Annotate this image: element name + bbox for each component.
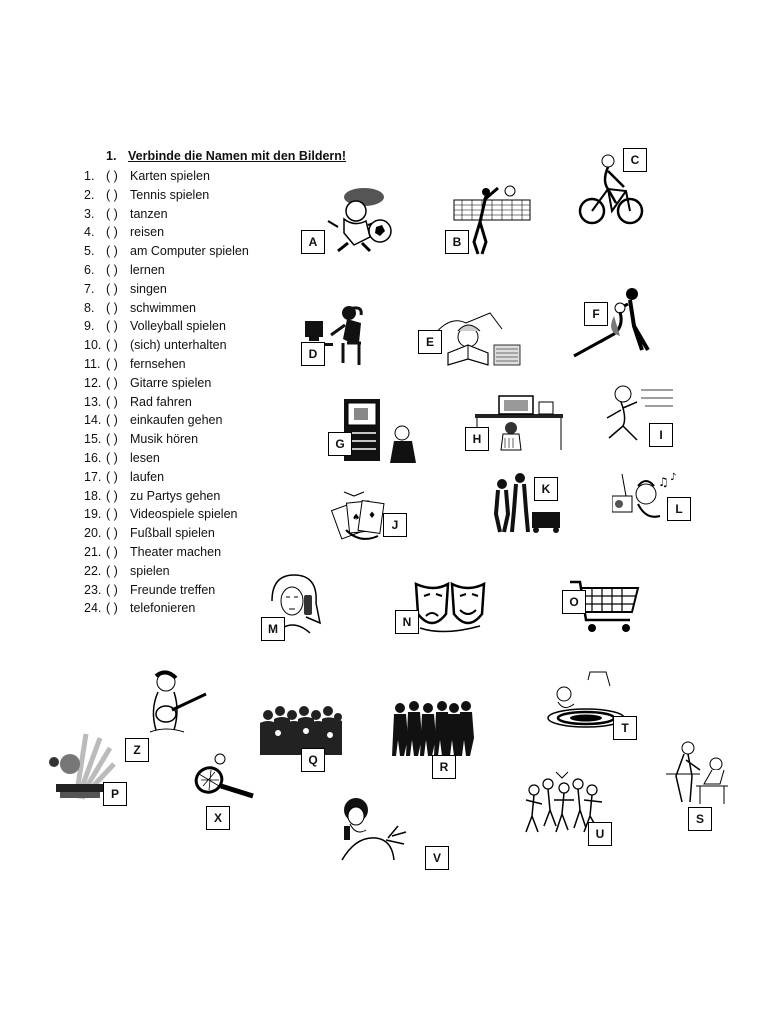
answer-blank[interactable]: ( ) xyxy=(106,526,118,541)
label-box-m: M xyxy=(261,617,285,641)
item-number: 22. xyxy=(84,563,102,578)
label-box-d: D xyxy=(301,342,325,366)
list-item xyxy=(84,430,249,449)
reading-icon xyxy=(430,305,524,373)
soccer-player-icon xyxy=(314,185,398,255)
list-item xyxy=(84,205,249,224)
label-box-k: K xyxy=(534,477,558,501)
answer-blank[interactable]: ( ) xyxy=(106,187,118,202)
item-number: 9. xyxy=(84,319,95,334)
friends-group-icon xyxy=(390,700,474,760)
list-item xyxy=(84,223,249,242)
list-item xyxy=(84,374,249,393)
answer-blank[interactable]: ( ) xyxy=(106,356,118,371)
task-number: 1. xyxy=(106,149,117,163)
label-box-h: H xyxy=(465,427,489,451)
answer-blank[interactable]: ( ) xyxy=(106,375,118,390)
singer-icon xyxy=(336,796,410,862)
item-number: 18. xyxy=(84,488,102,503)
answer-blank[interactable]: ( ) xyxy=(106,338,118,353)
item-number: 12. xyxy=(84,375,102,390)
list-item xyxy=(84,449,249,468)
list-item xyxy=(84,261,249,280)
svg-text:♠: ♠ xyxy=(352,513,361,523)
list-item xyxy=(84,393,249,412)
item-text: spielen xyxy=(130,563,170,578)
list-item xyxy=(84,487,249,506)
item-number: 17. xyxy=(84,469,102,484)
list-item xyxy=(84,317,249,336)
list-item xyxy=(84,186,249,205)
svg-text:♪: ♪ xyxy=(670,472,677,483)
label-box-b: B xyxy=(445,230,469,254)
label-box-x: X xyxy=(206,806,230,830)
label-box-n: N xyxy=(395,610,419,634)
item-text: laufen xyxy=(130,469,165,484)
item-text: Gitarre spielen xyxy=(130,375,212,390)
list-item xyxy=(84,336,249,355)
answer-blank[interactable]: ( ) xyxy=(106,262,118,277)
list-item xyxy=(84,524,249,543)
item-text: telefonieren xyxy=(130,601,196,616)
list-item xyxy=(84,505,249,524)
item-text: tanzen xyxy=(130,206,168,221)
study-help-icon xyxy=(660,740,732,806)
activity-list xyxy=(84,167,249,618)
item-number: 13. xyxy=(84,394,102,409)
item-number: 14. xyxy=(84,413,102,428)
item-text: am Computer spielen xyxy=(130,244,249,259)
label-box-o: O xyxy=(562,590,586,614)
item-text: zu Partys gehen xyxy=(130,488,221,503)
item-number: 4. xyxy=(84,225,95,240)
answer-blank[interactable]: ( ) xyxy=(106,582,118,597)
item-number: 8. xyxy=(84,300,95,315)
answer-blank[interactable]: ( ) xyxy=(106,544,118,559)
item-number: 3. xyxy=(84,206,95,221)
item-text: Karten spielen xyxy=(130,169,210,183)
item-number: 21. xyxy=(84,544,102,559)
list-item xyxy=(84,242,249,261)
item-number: 19. xyxy=(84,507,102,522)
label-box-q: Q xyxy=(301,748,325,772)
label-box-u: U xyxy=(588,822,612,846)
label-box-a: A xyxy=(301,230,325,254)
label-box-p: P xyxy=(103,782,127,806)
answer-blank[interactable]: ( ) xyxy=(106,225,118,240)
item-number: 20. xyxy=(84,526,102,541)
list-item xyxy=(84,355,249,374)
item-number: 7. xyxy=(84,281,95,296)
answer-blank[interactable]: ( ) xyxy=(106,206,118,221)
label-box-l: L xyxy=(667,497,691,521)
list-item xyxy=(84,299,249,318)
item-text: Fußball spielen xyxy=(130,526,215,541)
item-number: 5. xyxy=(84,244,95,259)
item-text: (sich) unterhalten xyxy=(130,338,227,353)
answer-blank[interactable]: ( ) xyxy=(106,432,118,447)
item-text: lesen xyxy=(130,450,160,465)
answer-blank[interactable]: ( ) xyxy=(106,394,118,409)
list-item xyxy=(84,411,249,430)
item-number: 24. xyxy=(84,601,102,616)
theater-masks-icon xyxy=(414,580,486,636)
label-box-t: T xyxy=(613,716,637,740)
answer-blank[interactable]: ( ) xyxy=(106,169,118,183)
item-text: Videospiele spielen xyxy=(130,507,238,522)
item-text: Theater machen xyxy=(130,544,222,559)
svg-text:♦: ♦ xyxy=(368,511,377,521)
guitar-player-icon xyxy=(144,670,212,734)
item-number: 11. xyxy=(84,356,101,371)
task-heading xyxy=(106,149,346,163)
label-box-e: E xyxy=(418,330,442,354)
list-item xyxy=(84,468,249,487)
answer-blank[interactable]: ( ) xyxy=(106,469,118,484)
answer-blank[interactable]: ( ) xyxy=(106,488,118,503)
answer-blank[interactable]: ( ) xyxy=(106,319,118,334)
item-text: Volleyball spielen xyxy=(130,319,226,334)
task-title: Verbinde die Namen mit den Bildern! xyxy=(128,149,347,163)
item-text: singen xyxy=(130,281,167,296)
label-box-s: S xyxy=(688,807,712,831)
label-box-r: R xyxy=(432,755,456,779)
video-game-icon xyxy=(344,399,418,467)
item-text: schwimmen xyxy=(130,300,196,315)
label-box-v: V xyxy=(425,846,449,870)
answer-blank[interactable]: ( ) xyxy=(106,450,118,465)
label-box-z: Z xyxy=(125,738,149,762)
item-number: 10. xyxy=(84,338,102,353)
item-number: 2. xyxy=(84,187,95,202)
list-item xyxy=(84,167,249,186)
item-number: 6. xyxy=(84,262,95,277)
list-item xyxy=(84,543,249,562)
answer-blank[interactable]: ( ) xyxy=(106,300,118,315)
item-text: reisen xyxy=(130,225,165,240)
item-text: Freunde treffen xyxy=(130,582,216,597)
label-box-j: J xyxy=(383,513,407,537)
item-number: 15. xyxy=(84,432,102,447)
item-text: einkaufen gehen xyxy=(130,413,223,428)
list-item xyxy=(84,562,249,581)
answer-blank[interactable]: ( ) xyxy=(106,563,118,578)
label-box-f: F xyxy=(584,302,608,326)
label-box-i: I xyxy=(649,423,673,447)
item-number: 23. xyxy=(84,582,102,597)
label-box-g: G xyxy=(328,432,352,456)
list-item xyxy=(84,280,249,299)
item-text: lernen xyxy=(130,262,165,277)
answer-blank[interactable]: ( ) xyxy=(106,244,118,259)
item-text: Rad fahren xyxy=(130,394,192,409)
answer-blank[interactable]: ( ) xyxy=(106,413,118,428)
item-text: fernsehen xyxy=(130,356,186,371)
item-text: Musik hören xyxy=(130,432,199,447)
answer-blank[interactable]: ( ) xyxy=(106,281,118,296)
item-number: 1. xyxy=(84,169,95,183)
item-text: Tennis spielen xyxy=(130,187,210,202)
answer-blank[interactable]: ( ) xyxy=(106,507,118,522)
svg-text:♫: ♫ xyxy=(658,475,669,489)
list-item xyxy=(84,581,249,600)
item-number: 16. xyxy=(84,450,102,465)
label-box-c: C xyxy=(623,148,647,172)
list-item xyxy=(84,599,249,618)
answer-blank[interactable]: ( ) xyxy=(106,601,118,616)
tennis-racket-icon xyxy=(193,752,257,800)
